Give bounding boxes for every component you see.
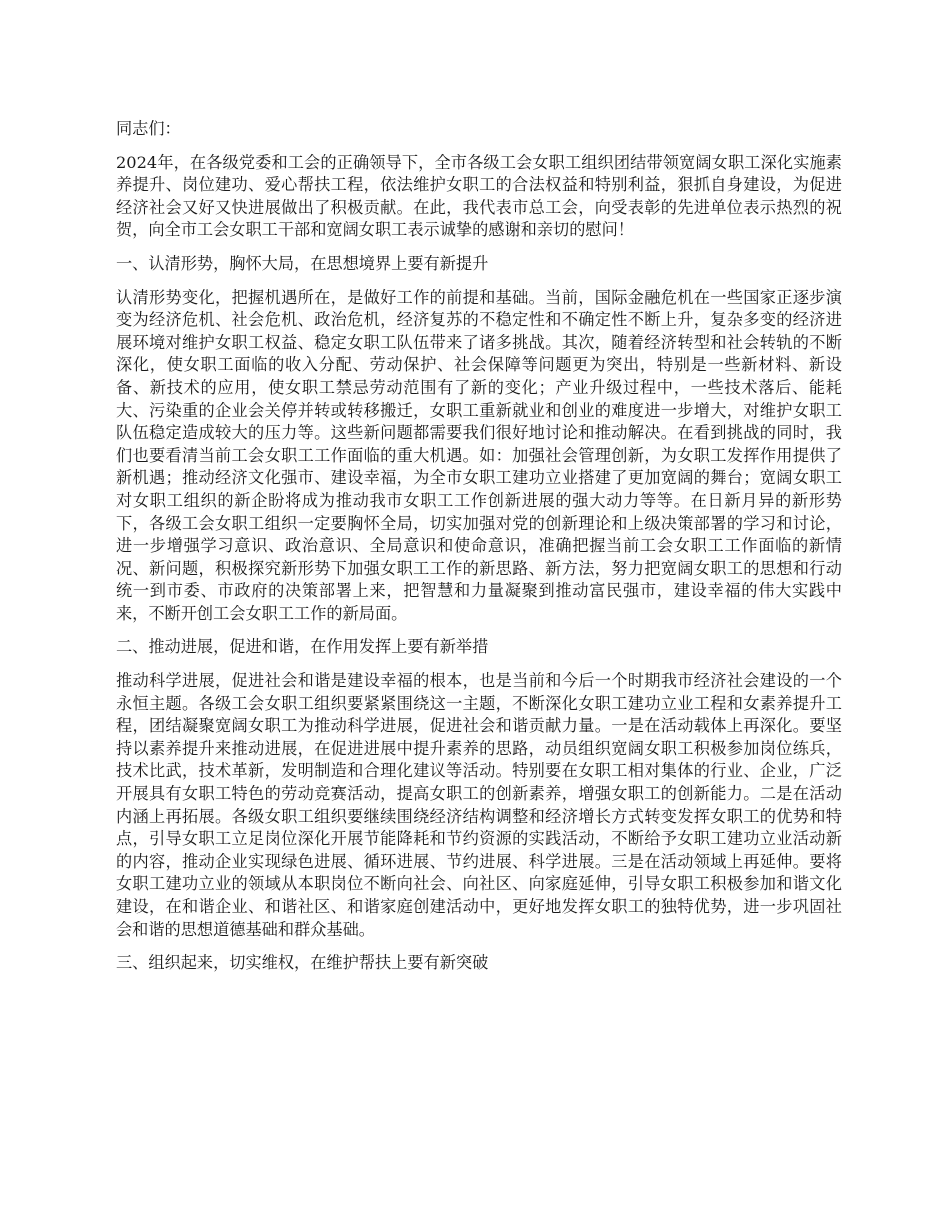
salutation: 同志们： (116, 119, 181, 138)
section-1-paragraph: 认清形势变化，把握机遇所在，是做好工作的前提和基础。当前，国际金融危机在一些国家正逐步演变为经济危机、社会危机、政治危机，经济复苏的不稳定性和不确定性不断上升，复杂多变的经济进展环境对维护女职工权益、稳定女职工队伍带来了诸多挑战。其次，随着经济转型和社会转轨的不断深化，使女职工面临的收入分配、劳动保护、社会保障等问题更为突出，特别是一些新材料、新设备、新技术的应用，使女职工禁忌劳动范围有了新的变化；产业升级过程中，一些技术落后、能耗大、污染重的企业会关停并转或转移搬迁，女职工重新就业和创业的难度进一步增大，对维护女职工队伍稳定造成较大的压力等。这些新问题都需要我们很好地讨论和推动解决。在看到挑战的同时，我们也要看清当前工会女职工工作面临的重大机遇。如：加强社会管理创新，为女职工发挥作用提供了新机遇；推动经济文化强市、建设幸福，为全市女职工建功立业搭建了更加宽阔的舞台；宽阔女职工对女职工组织的新企盼将成为推动我市女职工工作创新进展的强大动力等等。在日新月异的新形势下，各级工会女职工组织一定要胸怀全局，切实加强对党的创新理论和上级决策部署的学习和讨论，进一步增强学习意识、政治意识、全局意识和使命意识，准确把握当前工会女职工工作面临的新情况、新问题，积极探究新形势下加强女职工工作的新思路、新方法，努力把宽阔女职工的思想和行动统一到市委、市政府的决策部署上来，把智慧和力量凝聚到推动富民强市，建设幸福的伟大实践中来，不断开创工会女职工工作的新局面。 (116, 287, 842, 623)
intro-paragraph: 2024年，在各级党委和工会的正确领导下，全市各级工会女职工组织团结带领宽阔女职工深化实施素养提升、岗位建功、爱心帮扶工程，依法维护女职工的合法权益和特别利益，狠抓自身建设，为促进经济社会又好又快进展做出了积极贡献。在此，我代表市总工会，向受表彰的先进单位表示热烈的祝贺，向全市工会女职工干部和宽阔女职工表示诚挚的感谢和亲切的慰问！ (116, 152, 842, 240)
section-3-heading: 三、组织起来，切实维权，在维护帮扶上要有新突破 (116, 953, 489, 973)
document-page (116, 118, 842, 986)
section-1-heading: 一、认清形势，胸怀大局，在思想境界上要有新提升 (116, 253, 489, 273)
section-2-paragraph: 推动科学进展，促进社会和谐是建设幸福的根本，也是当前和今后一个时期我市经济社会建设的一个永恒主题。各级工会女职工组织要紧紧围绕这一主题，不断深化女职工建功立业工程和女素养提升工程，团结凝聚宽阔女职工为推动科学进展，促进社会和谐贡献力量。一是在活动载体上再深化。要坚持以素养提升来推动进展，在促进进展中提升素养的思路，动员组织宽阔女职工积极参加岗位练兵，技术比武，技术革新，发明制造和合理化建议等活动。特别要在女职工相对集体的行业、企业，广泛开展具有女职工特色的劳动竞赛活动，提高女职工的创新素养，增强女职工的创新能力。二是在活动内涵上再拓展。各级女职工组织要继续围绕经济结构调整和经济增长方式转变发挥女职工的优势和特点，引导女职工立足岗位深化开展节能降耗和节约资源的实践活动，不断给予女职工建功立业活动新的内容，推动企业实现绿色进展、循环进展、节约进展、科学进展。三是在活动领域上再延伸。要将女职工建功立业的领域从本职岗位不断向社会、向社区、向家庭延伸，引导女职工积极参加和谐文化建设，在和谐企业、和谐社区、和谐家庭创建活动中，更好地发挥女职工的独特优势，进一步巩固社会和谐的思想道德基础和群众基础。 (116, 671, 842, 939)
section-2-heading: 二、推动进展，促进和谐，在作用发挥上要有新举措 (116, 637, 489, 657)
